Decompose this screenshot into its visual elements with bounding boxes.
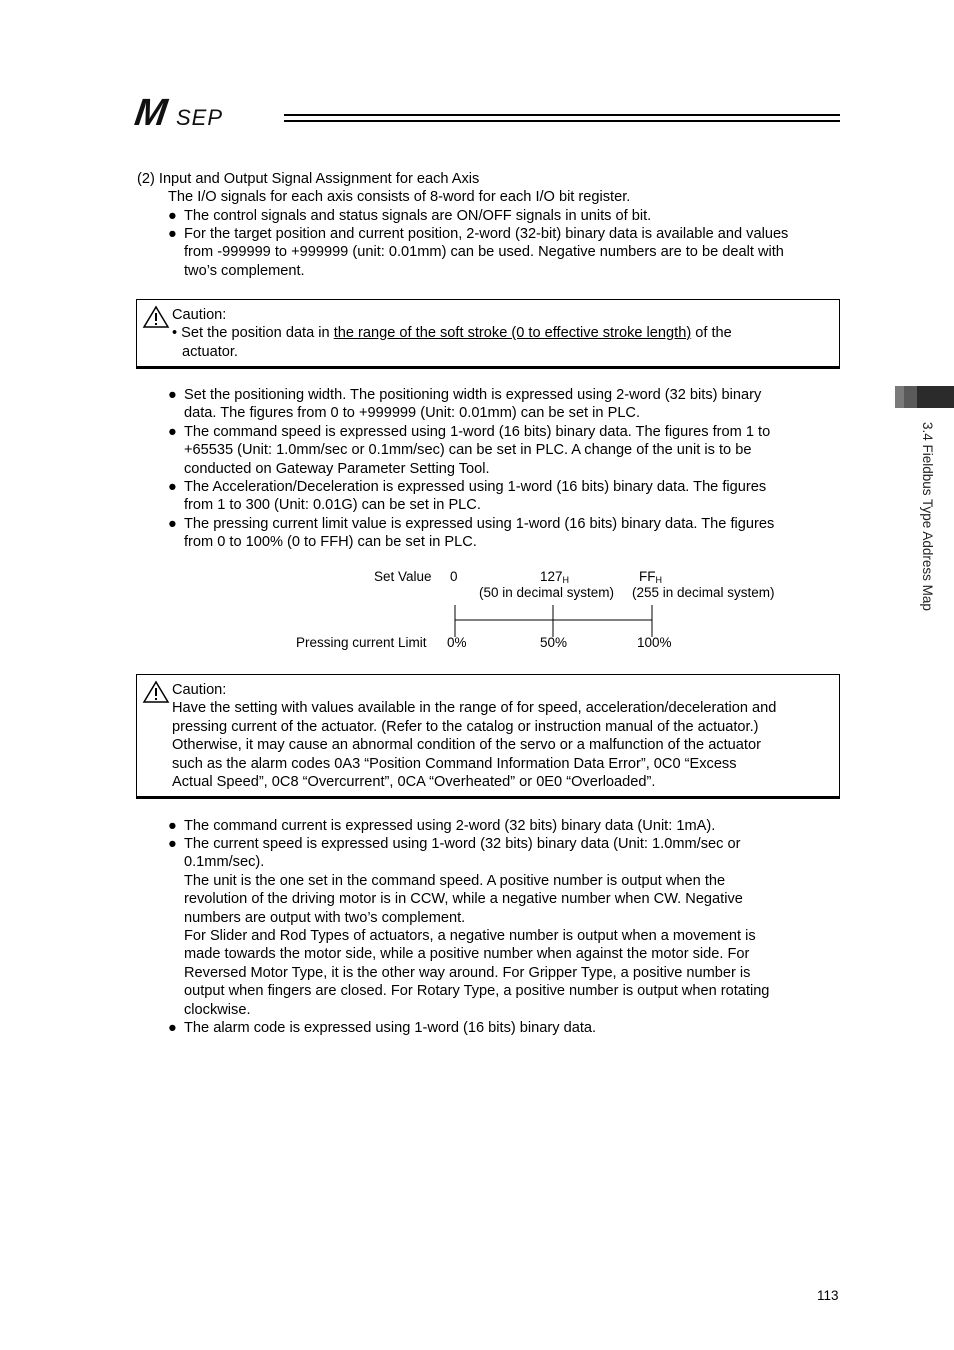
limit-0-percent: 0% xyxy=(447,635,467,650)
list-item-text: For Slider and Rod Types of actuators, a negative number is output when a movement is xyxy=(184,928,756,945)
caution-text: pressing current of the actuator. (Refer to the catalog or instruction manual of the actuator.) xyxy=(172,719,759,735)
bullet-dot: ● xyxy=(168,516,177,532)
pressing-current-diagram xyxy=(290,565,810,660)
list-item-text: revolution of the driving motor is in CCW, while a negative number when CW. Negative xyxy=(184,891,743,908)
list-item-text: +65535 (Unit: 1.0mm/sec or 0.1mm/sec) can be set in PLC. A change of the unit is to be xyxy=(184,442,752,459)
list-item-text: Reversed Motor Type, it is the other way around. For Gripper Type, a positive number is xyxy=(184,964,751,981)
side-tab-block xyxy=(904,386,917,408)
side-section-label: 3.4 Fieldbus Type Address Map xyxy=(920,422,935,611)
list-item-text: conducted on Gateway Parameter Setting Tool. xyxy=(184,460,490,477)
caution-text xyxy=(172,324,732,342)
logo-text: M xyxy=(132,91,170,134)
bullet-dot: ● xyxy=(168,818,177,834)
set-value-label: Set Value xyxy=(374,569,432,584)
list-item-text: The command speed is expressed using 1-word (16 bits) binary data. The figures from 1 to xyxy=(184,424,771,440)
caution-text: such as the alarm codes 0A3 “Position Command Information Data Error”, 0C0 “Excess xyxy=(172,756,737,772)
caution-text-before: Set the position data in xyxy=(181,325,334,341)
list-item-text: made towards the motor side, while a positive number when against the motor side. For xyxy=(184,946,750,963)
caution-bullet: • xyxy=(172,325,178,341)
msep-logo xyxy=(132,91,278,134)
bullet-dot: ● xyxy=(168,479,177,495)
list-item-text: output when fingers are closed. For Rotary Type, a positive number is output when rotating xyxy=(184,983,770,1000)
caution-box xyxy=(136,674,840,797)
list-item-text: from -999999 to +999999 (unit: 0.01mm) can be used. Negative numbers are to be dealt with xyxy=(184,244,784,261)
list-item-text: clockwise. xyxy=(184,1001,251,1018)
list-item-text: Set the positioning width. The positioning width is expressed using 2-word (32 bits) binary xyxy=(184,387,762,403)
list-item-text: The command current is expressed using 2-word (32 bits) binary data (Unit: 1mA). xyxy=(184,818,716,834)
side-tab-block xyxy=(917,386,954,408)
section-heading: (2) Input and Output Signal Assignment for each Axis xyxy=(137,171,480,187)
list-item-text: from 1 to 300 (Unit: 0.01G) can be set in PLC. xyxy=(184,497,481,514)
page-number: 113 xyxy=(817,1288,839,1303)
list-item-text: The pressing current limit value is expressed using 1-word (16 bits) binary data. The figures xyxy=(184,516,775,532)
set-value-0: 0 xyxy=(450,569,458,584)
list-item-text: The control signals and status signals are ON/OFF signals in units of bit. xyxy=(184,208,652,224)
caution-text-underlined: the range of the soft stroke (0 to effective stroke length) xyxy=(333,325,692,341)
list-item-text: The current speed is expressed using 1-word (32 bits) binary data (Unit: 1.0mm/sec or xyxy=(184,836,741,852)
header-rule xyxy=(284,120,840,122)
limit-100-percent: 100% xyxy=(637,635,672,650)
list-item-text: data. The figures from 0 to +999999 (Unit: 0.01mm) can be set in PLC. xyxy=(184,405,641,422)
caution-text-after: of the xyxy=(691,325,732,341)
bullet-dot: ● xyxy=(168,1020,177,1036)
set-value-ffh-note: (255 in decimal system) xyxy=(632,585,775,600)
bullet-dot: ● xyxy=(168,226,177,242)
bullet-dot: ● xyxy=(168,208,177,224)
caution-box xyxy=(136,299,840,367)
warning-icon xyxy=(143,681,169,703)
bullet-dot: ● xyxy=(168,836,177,852)
caution-text: Have the setting with values available in the range of for speed, acceleration/deceleration and xyxy=(172,700,777,716)
list-item-text: The alarm code is expressed using 1-word (16 bits) binary data. xyxy=(184,1020,597,1036)
set-value-ffh: $FF_H$ xyxy=(639,569,662,585)
set-value-127h-note: (50 in decimal system) xyxy=(479,585,615,600)
list-item-text: from 0 to 100% (0 to FFH) can be set in PLC. xyxy=(184,534,477,551)
caution-text: Otherwise, it may cause an abnormal condition of the servo or a malfunction of the actuator xyxy=(172,737,761,753)
limit-50-percent: 50% xyxy=(540,635,568,650)
list-item-text: The unit is the one set in the command speed. A positive number is output when the xyxy=(184,872,726,889)
bullet-dot: ● xyxy=(168,424,177,440)
warning-icon xyxy=(143,306,169,328)
section-intro: The I/O signals for each axis consists of 8-word for each I/O bit register. xyxy=(168,189,631,205)
caution-title: Caution: xyxy=(172,307,227,323)
caution-text-line2: actuator. xyxy=(182,344,238,360)
list-item-text: 0.1mm/sec). xyxy=(184,854,265,871)
caution-text: Actual Speed”, 0C8 “Overcurrent”, 0CA “Overheated” or 0E0 “Overloaded”. xyxy=(172,774,656,790)
list-item-text: The Acceleration/Deceleration is expressed using 1-word (16 bits) binary data. The figures xyxy=(184,479,767,495)
list-item-text: numbers are output with two’s complement. xyxy=(184,909,466,926)
header-rule xyxy=(284,114,840,116)
bullet-dot: ● xyxy=(168,387,177,403)
caution-title: Caution: xyxy=(172,682,227,698)
pressing-limit-label: Pressing current Limit xyxy=(296,635,427,650)
svg-text:SEP: SEP xyxy=(176,105,224,130)
set-value-127h: $127_H$ xyxy=(540,569,570,585)
list-item-text: two’s complement. xyxy=(184,262,305,279)
list-item-text: For the target position and current position, 2-word (32-bit) binary data is available and values xyxy=(184,226,789,242)
